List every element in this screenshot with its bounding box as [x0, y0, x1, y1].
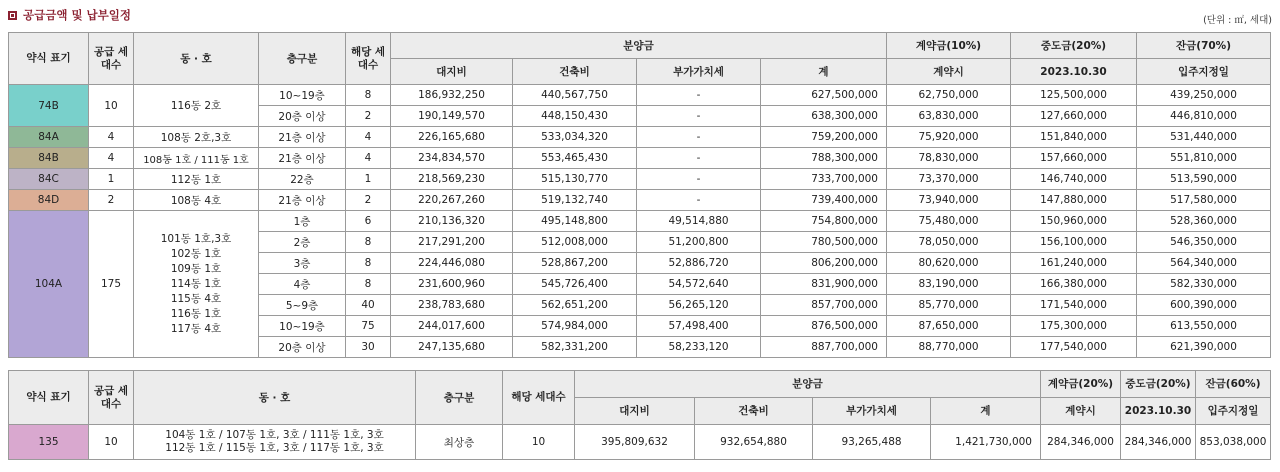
supply-cell: 10	[89, 85, 134, 127]
floor-cell: 21층 이상	[259, 127, 346, 148]
dongho-cell	[134, 425, 416, 460]
total-cell: 739,400,000	[761, 190, 887, 211]
total-cell: 759,200,000	[761, 127, 887, 148]
dongho-line: 114동 1호	[170, 277, 222, 290]
header-land: 대지비	[575, 398, 695, 425]
balance-cell: 621,390,000	[1137, 337, 1271, 358]
square-bullet-icon	[8, 11, 17, 20]
balance-cell: 439,250,000	[1137, 85, 1271, 106]
build-cell: 574,984,000	[513, 316, 637, 337]
supply-cell: 175	[89, 211, 134, 358]
vat-cell: 57,498,400	[637, 316, 761, 337]
header-dongho: 동 · 호	[134, 33, 259, 85]
header-type: 약식 표기	[9, 33, 89, 85]
contract-cell: 73,370,000	[887, 169, 1011, 190]
header-land: 대지비	[391, 59, 513, 85]
build-cell: 562,651,200	[513, 295, 637, 316]
header-vat: 부가가치세	[637, 59, 761, 85]
supply-cell: 2	[89, 190, 134, 211]
header-vat: 부가가치세	[813, 398, 931, 425]
units-cell: 8	[346, 274, 391, 295]
dongho-line: 109동 1호	[170, 262, 222, 275]
floor-cell: 10~19층	[259, 85, 346, 106]
table-row	[9, 425, 1271, 460]
header-total: 계	[931, 398, 1041, 425]
middle-cell: 151,840,000	[1011, 127, 1137, 148]
floor-cell: 최상층	[416, 425, 503, 460]
section-title-text: 공급금액 및 납부일정	[23, 8, 131, 22]
contract-cell: 63,830,000	[887, 106, 1011, 127]
price-table-135	[8, 370, 1271, 460]
vat-cell: 54,572,640	[637, 274, 761, 295]
header-supply: 공급 세대수	[89, 371, 134, 425]
balance-cell: 528,360,000	[1137, 211, 1271, 232]
vat-cell: -	[637, 106, 761, 127]
type-cell-84b: 84B	[9, 148, 89, 169]
supply-cell: 4	[89, 148, 134, 169]
contract-cell: 83,190,000	[887, 274, 1011, 295]
dongho-cell: 116동 2호	[134, 85, 259, 127]
floor-cell: 21층 이상	[259, 190, 346, 211]
middle-cell: 125,500,000	[1011, 85, 1137, 106]
units-cell: 75	[346, 316, 391, 337]
balance-cell: 564,340,000	[1137, 253, 1271, 274]
land-cell: 247,135,680	[391, 337, 513, 358]
middle-cell: 146,740,000	[1011, 169, 1137, 190]
dongho-cell: 108동 4호	[134, 190, 259, 211]
build-cell: 448,150,430	[513, 106, 637, 127]
header-supply: 공급 세대수	[89, 33, 134, 85]
type-cell-84c: 84C	[9, 169, 89, 190]
balance-cell: 600,390,000	[1137, 295, 1271, 316]
land-cell: 186,932,250	[391, 85, 513, 106]
header-row-1	[9, 371, 1271, 398]
land-cell: 210,136,320	[391, 211, 513, 232]
land-cell: 218,569,230	[391, 169, 513, 190]
build-cell: 528,867,200	[513, 253, 637, 274]
total-cell: 627,500,000	[761, 85, 887, 106]
header-build: 건축비	[695, 398, 813, 425]
type-cell-104a: 104A	[9, 211, 89, 358]
header-floor: 층구분	[416, 371, 503, 425]
balance-cell: 531,440,000	[1137, 127, 1271, 148]
units-cell: 2	[346, 106, 391, 127]
type-cell-74b: 74B	[9, 85, 89, 127]
vat-cell: 49,514,880	[637, 211, 761, 232]
middle-cell: 175,300,000	[1011, 316, 1137, 337]
land-cell: 190,149,570	[391, 106, 513, 127]
land-cell: 234,834,570	[391, 148, 513, 169]
total-cell: 638,300,000	[761, 106, 887, 127]
dongho-line: 117동 4호	[170, 322, 222, 335]
build-cell: 512,008,000	[513, 232, 637, 253]
balance-cell: 513,590,000	[1137, 169, 1271, 190]
floor-cell: 10~19층	[259, 316, 346, 337]
vat-cell: 58,233,120	[637, 337, 761, 358]
middle-cell: 127,660,000	[1011, 106, 1137, 127]
build-cell: 519,132,740	[513, 190, 637, 211]
balance-cell: 517,580,000	[1137, 190, 1271, 211]
middle-cell: 157,660,000	[1011, 148, 1137, 169]
vat-cell: -	[637, 148, 761, 169]
header-balance: 잔금(60%)	[1196, 371, 1271, 398]
total-cell: 887,700,000	[761, 337, 887, 358]
contract-cell: 73,940,000	[887, 190, 1011, 211]
units-cell: 8	[346, 232, 391, 253]
units-cell: 8	[346, 85, 391, 106]
vat-cell: -	[637, 127, 761, 148]
floor-cell: 20층 이상	[259, 106, 346, 127]
land-cell: 244,017,600	[391, 316, 513, 337]
contract-cell: 88,770,000	[887, 337, 1011, 358]
total-cell: 831,900,000	[761, 274, 887, 295]
build-cell: 515,130,770	[513, 169, 637, 190]
unit-note: (단위 : ㎡, 세대)	[1203, 15, 1272, 26]
contract-cell: 284,346,000	[1041, 425, 1121, 460]
dongho-cell-104a	[134, 211, 259, 358]
dongho-line: 112동 1호 / 115동 1호, 3호 / 117동 1호, 3호	[165, 442, 384, 454]
floor-cell: 20층 이상	[259, 337, 346, 358]
header-units: 해당 세대수	[503, 371, 575, 425]
dongho-line: 115동 4호	[170, 292, 222, 305]
total-cell: 857,700,000	[761, 295, 887, 316]
floor-cell: 1층	[259, 211, 346, 232]
contract-cell: 62,750,000	[887, 85, 1011, 106]
build-cell: 440,567,750	[513, 85, 637, 106]
total-cell: 754,800,000	[761, 211, 887, 232]
header-middle: 중도금(20%)	[1011, 33, 1137, 59]
supply-cell: 1	[89, 169, 134, 190]
contract-cell: 75,920,000	[887, 127, 1011, 148]
header-price: 분양금	[575, 371, 1041, 398]
total-cell: 806,200,000	[761, 253, 887, 274]
header-balance-sub: 입주지정일	[1196, 398, 1271, 425]
price-table-main	[8, 32, 1271, 358]
middle-cell: 171,540,000	[1011, 295, 1137, 316]
total-cell: 733,700,000	[761, 169, 887, 190]
header-contract-sub: 계약시	[1041, 398, 1121, 425]
land-cell: 217,291,200	[391, 232, 513, 253]
header-floor: 층구분	[259, 33, 346, 85]
build-cell: 553,465,430	[513, 148, 637, 169]
balance-cell: 582,330,000	[1137, 274, 1271, 295]
total-cell: 1,421,730,000	[931, 425, 1041, 460]
vat-cell: -	[637, 85, 761, 106]
balance-cell: 546,350,000	[1137, 232, 1271, 253]
supply-cell: 4	[89, 127, 134, 148]
land-cell: 395,809,632	[575, 425, 695, 460]
land-cell: 226,165,680	[391, 127, 513, 148]
vat-cell: 52,886,720	[637, 253, 761, 274]
header-type: 약식 표기	[9, 371, 89, 425]
dongho-cell: 112동 1호	[134, 169, 259, 190]
header-middle: 중도금(20%)	[1121, 371, 1196, 398]
build-cell: 545,726,400	[513, 274, 637, 295]
vat-cell: -	[637, 169, 761, 190]
contract-cell: 75,480,000	[887, 211, 1011, 232]
build-cell: 932,654,880	[695, 425, 813, 460]
units-cell: 40	[346, 295, 391, 316]
middle-cell: 284,346,000	[1121, 425, 1196, 460]
contract-cell: 85,770,000	[887, 295, 1011, 316]
vat-cell: -	[637, 190, 761, 211]
land-cell: 231,600,960	[391, 274, 513, 295]
table-row	[9, 148, 1271, 169]
contract-cell: 78,050,000	[887, 232, 1011, 253]
balance-cell: 446,810,000	[1137, 106, 1271, 127]
type-cell-84a: 84A	[9, 127, 89, 148]
build-cell: 533,034,320	[513, 127, 637, 148]
section-title	[8, 6, 131, 24]
table-row	[9, 127, 1271, 148]
supply-cell: 10	[89, 425, 134, 460]
floor-cell: 3층	[259, 253, 346, 274]
floor-cell: 22층	[259, 169, 346, 190]
header-build: 건축비	[513, 59, 637, 85]
units-cell: 8	[346, 253, 391, 274]
contract-cell: 78,830,000	[887, 148, 1011, 169]
balance-cell: 551,810,000	[1137, 148, 1271, 169]
units-cell: 2	[346, 190, 391, 211]
floor-cell: 4층	[259, 274, 346, 295]
floor-cell: 21층 이상	[259, 148, 346, 169]
header-balance: 잔금(70%)	[1137, 33, 1271, 59]
middle-cell: 147,880,000	[1011, 190, 1137, 211]
units-cell: 4	[346, 148, 391, 169]
units-cell: 4	[346, 127, 391, 148]
vat-cell: 93,265,488	[813, 425, 931, 460]
contract-cell: 80,620,000	[887, 253, 1011, 274]
vat-cell: 51,200,800	[637, 232, 761, 253]
type-cell-84d: 84D	[9, 190, 89, 211]
dongho-cell: 108동 2호,3호	[134, 127, 259, 148]
balance-cell: 613,550,000	[1137, 316, 1271, 337]
balance-cell: 853,038,000	[1196, 425, 1271, 460]
header-total: 계	[761, 59, 887, 85]
table-row	[9, 85, 1271, 106]
header-middle-sub: 2023.10.30	[1121, 398, 1196, 425]
dongho-line: 116동 1호	[170, 307, 222, 320]
header-contract: 계약금(20%)	[1041, 371, 1121, 398]
total-cell: 788,300,000	[761, 148, 887, 169]
middle-cell: 150,960,000	[1011, 211, 1137, 232]
header-units: 해당 세대수	[346, 33, 391, 85]
dongho-cell: 108동 1호 / 111동 1호	[134, 148, 259, 169]
middle-cell: 177,540,000	[1011, 337, 1137, 358]
dongho-line: 104동 1호 / 107동 1호, 3호 / 111동 1호, 3호	[165, 429, 384, 441]
units-cell: 1	[346, 169, 391, 190]
units-cell: 30	[346, 337, 391, 358]
header-price: 분양금	[391, 33, 887, 59]
build-cell: 582,331,200	[513, 337, 637, 358]
header-middle-sub: 2023.10.30	[1011, 59, 1137, 85]
type-cell-135: 135	[9, 425, 89, 460]
header-balance-sub: 입주지정일	[1137, 59, 1271, 85]
total-cell: 780,500,000	[761, 232, 887, 253]
header-contract: 계약금(10%)	[887, 33, 1011, 59]
dongho-line: 102동 1호	[170, 247, 222, 260]
table-row	[9, 211, 1271, 232]
table-row	[9, 190, 1271, 211]
header-contract-sub: 계약시	[887, 59, 1011, 85]
land-cell: 238,783,680	[391, 295, 513, 316]
land-cell: 220,267,260	[391, 190, 513, 211]
header-dongho: 동 · 호	[134, 371, 416, 425]
middle-cell: 156,100,000	[1011, 232, 1137, 253]
table-row	[9, 169, 1271, 190]
total-cell: 876,500,000	[761, 316, 887, 337]
units-cell: 10	[503, 425, 575, 460]
vat-cell: 56,265,120	[637, 295, 761, 316]
units-cell: 6	[346, 211, 391, 232]
build-cell: 495,148,800	[513, 211, 637, 232]
dongho-line: 101동 1호,3호	[160, 232, 232, 245]
floor-cell: 5~9층	[259, 295, 346, 316]
contract-cell: 87,650,000	[887, 316, 1011, 337]
land-cell: 224,446,080	[391, 253, 513, 274]
middle-cell: 166,380,000	[1011, 274, 1137, 295]
middle-cell: 161,240,000	[1011, 253, 1137, 274]
header-row-1	[9, 33, 1271, 59]
floor-cell: 2층	[259, 232, 346, 253]
